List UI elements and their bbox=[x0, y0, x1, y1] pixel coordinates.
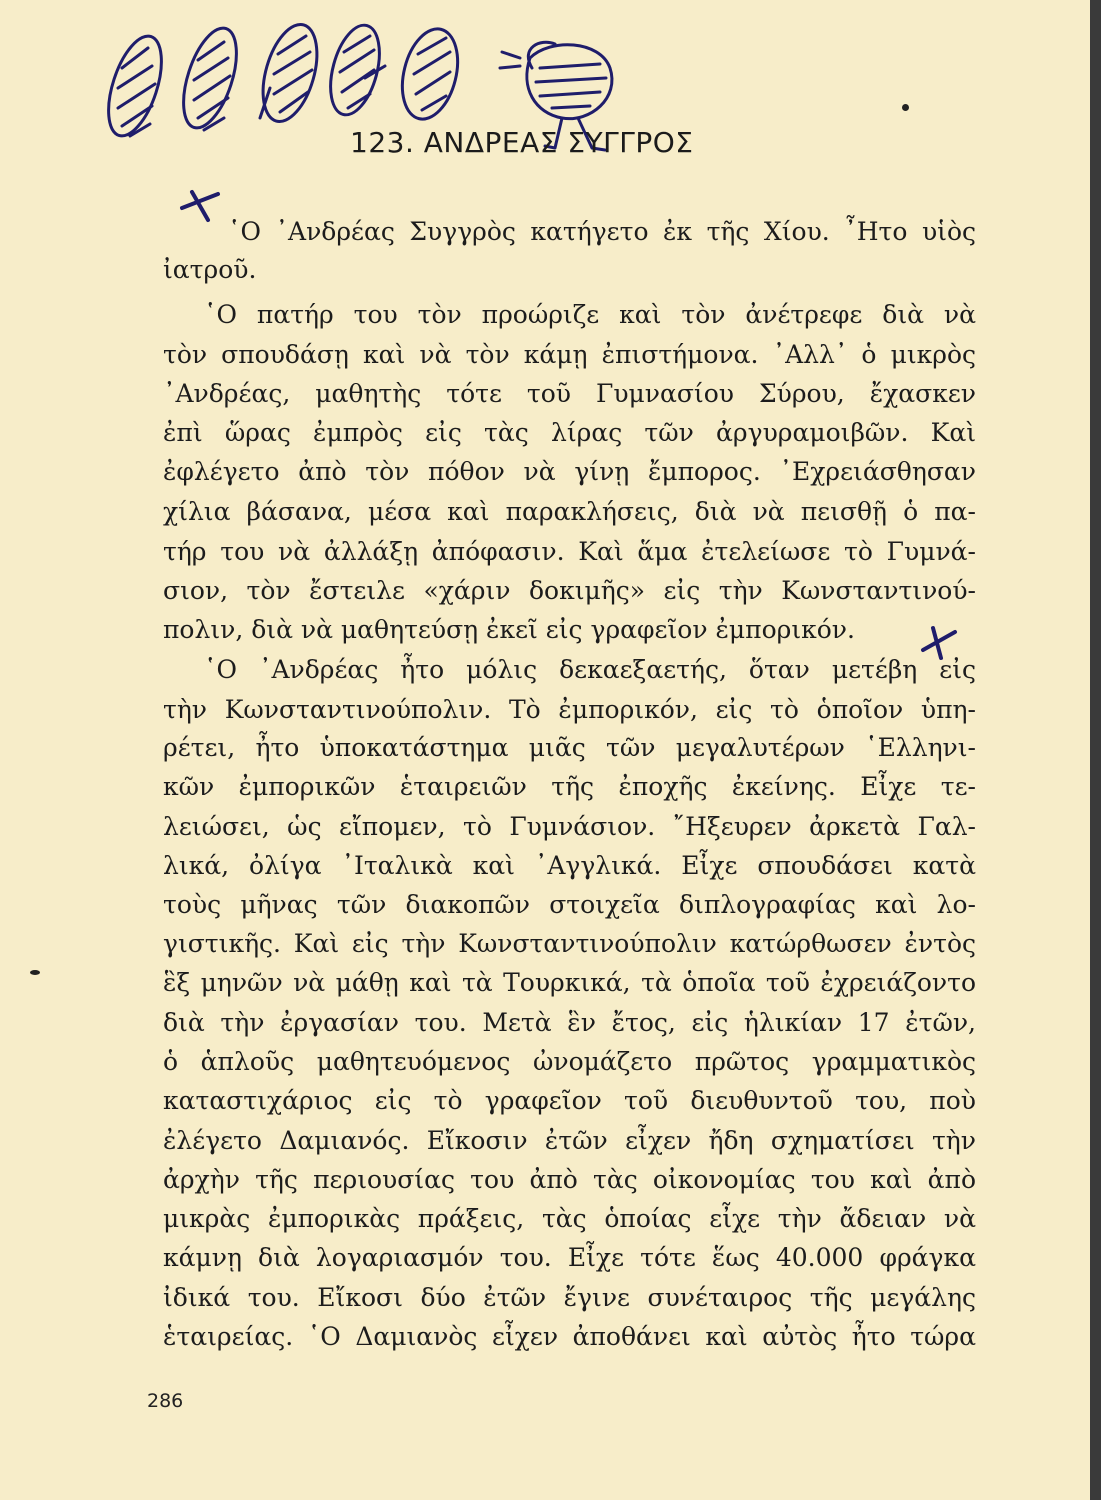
text-line: χίλια βάσανα, μέσα καὶ παρακλήσεις, διὰ νὰ πεισθῇ ὁ πα- bbox=[163, 497, 976, 526]
text-line: ρέτει, ἦτο ὑποκατάστημα μιᾶς τῶν μεγαλυτέρων ῾Ελληνι- bbox=[163, 733, 976, 762]
text-line: ῾Ο ᾿Ανδρέας Συγγρὸς κατήγετο ἐκ τῆς Χίου. ῏Ητο υἱὸς bbox=[228, 217, 976, 246]
text-line: τὸν σπουδάσῃ καὶ νὰ τὸν κάμῃ ἐπιστήμονα. ᾿Αλλ᾿ ὁ μικρὸς bbox=[163, 340, 976, 369]
text-line: σιον, τὸν ἔστειλε «χάριν δοκιμῆς» εἰς τὴν Κωνσταντινού- bbox=[163, 576, 976, 605]
text-line: ὁ ἁπλοῦς μαθητευόμενος ὠνομάζετο πρῶτος γραμματικὸς bbox=[163, 1047, 976, 1076]
text-line: λικά, ὀλίγα ᾿Ιταλικὰ καὶ ᾿Αγγλικά. Εἶχε σπουδάσει κατὰ bbox=[163, 851, 976, 880]
text-line: ἰδικά του. Εἴκοσι δύο ἐτῶν ἔγινε συνέταιρος τῆς μεγάλης bbox=[163, 1283, 976, 1312]
text-line: κάμνῃ διὰ λογαριασμόν του. Εἶχε τότε ἕως 40.000 φράγκα bbox=[163, 1243, 976, 1272]
text-line: τὴν Κωνσταντινούπολιν. Τὸ ἐμπορικόν, εἰς τὸ ὁποῖον ὑπη- bbox=[163, 695, 976, 724]
text-line: λειώσει, ὡς εἴπομεν, τὸ Γυμνάσιον. ῎Ηξευρεν ἀρκετὰ Γαλ- bbox=[163, 812, 976, 841]
text-line: ἑταιρείας. ῾Ο Δαμιανὸς εἶχεν ἀποθάνει καὶ αὐτὸς ἦτο τώρα bbox=[163, 1322, 976, 1351]
text-line: μικρὰς ἐμπορικὰς πράξεις, τὰς ὁποίας εἶχε τὴν ἄδειαν νὰ bbox=[163, 1204, 976, 1233]
text-line: ῾Ο πατήρ του τὸν προώριζε καὶ τὸν ἀνέτρεφε διὰ νὰ bbox=[204, 300, 976, 329]
text-line: τοὺς μῆνας τῶν διακοπῶν στοιχεῖα διπλογραφίας καὶ λο- bbox=[163, 890, 976, 919]
scan-edge bbox=[1090, 0, 1101, 1500]
ink-dot bbox=[902, 104, 909, 111]
text-line: γιστικῆς. Καὶ εἰς τὴν Κωνσταντινούπολιν κατώρθωσεν ἐντὸς bbox=[163, 929, 976, 958]
text-line: καταστιχάριος εἰς τὸ γραφεῖον τοῦ διευθυντοῦ του, ποὺ bbox=[163, 1086, 976, 1115]
text-line: κῶν ἐμπορικῶν ἑταιρειῶν τῆς ἐποχῆς ἐκείνης. Εἶχε τε- bbox=[163, 772, 976, 801]
text-line: ἰατροῦ. bbox=[163, 255, 257, 284]
text-line: ἓξ μηνῶν νὰ μάθῃ καὶ τὰ Τουρκικά, τὰ ὁποῖα τοῦ ἐχρειάζοντο bbox=[163, 968, 976, 997]
text-line: ἀρχὴν τῆς περιουσίας του ἀπὸ τὰς οἰκονομίας του καὶ ἀπὸ bbox=[163, 1165, 976, 1194]
text-line: τήρ του νὰ ἀλλάξῃ ἀπόφασιν. Καὶ ἅμα ἐτελείωσε τὸ Γυμνά- bbox=[163, 537, 976, 566]
text-line: ῾Ο ᾿Ανδρέας ἦτο μόλις δεκαεξαετής, ὅταν μετέβη εἰς bbox=[204, 655, 976, 684]
chapter-title: 123. ΑΝΔΡΕΑΣ ΣΥΓΓΡΟΣ bbox=[350, 126, 694, 159]
text-line: ἐλέγετο Δαμιανός. Εἴκοσιν ἐτῶν εἶχεν ἤδη σχηματίσει τὴν bbox=[163, 1126, 976, 1155]
page-number: 286 bbox=[147, 1390, 184, 1412]
text-line: διὰ τὴν ἐργασίαν του. Μετὰ ἓν ἔτος, εἰς ἡλικίαν 17 ἐτῶν, bbox=[163, 1008, 976, 1037]
text-line: πολιν, διὰ νὰ μαθητεύσῃ ἐκεῖ εἰς γραφεῖον ἐμπορικόν. bbox=[163, 615, 855, 644]
text-line: ἐπὶ ὥρας ἐμπρὸς εἰς τὰς λίρας τῶν ἀργυραμοιβῶν. Καὶ bbox=[163, 418, 976, 447]
pen-x-mark-icon bbox=[178, 188, 226, 224]
text-line: ᾿Ανδρέας, μαθητὴς τότε τοῦ Γυμνασίου Σύρου, ἔχασκεν bbox=[163, 379, 976, 408]
text-line: ἐφλέγετο ἀπὸ τὸν πόθον νὰ γίνῃ ἔμπορος. ᾿Εχρειάσθησαν bbox=[163, 457, 976, 486]
ink-dot bbox=[30, 970, 40, 975]
